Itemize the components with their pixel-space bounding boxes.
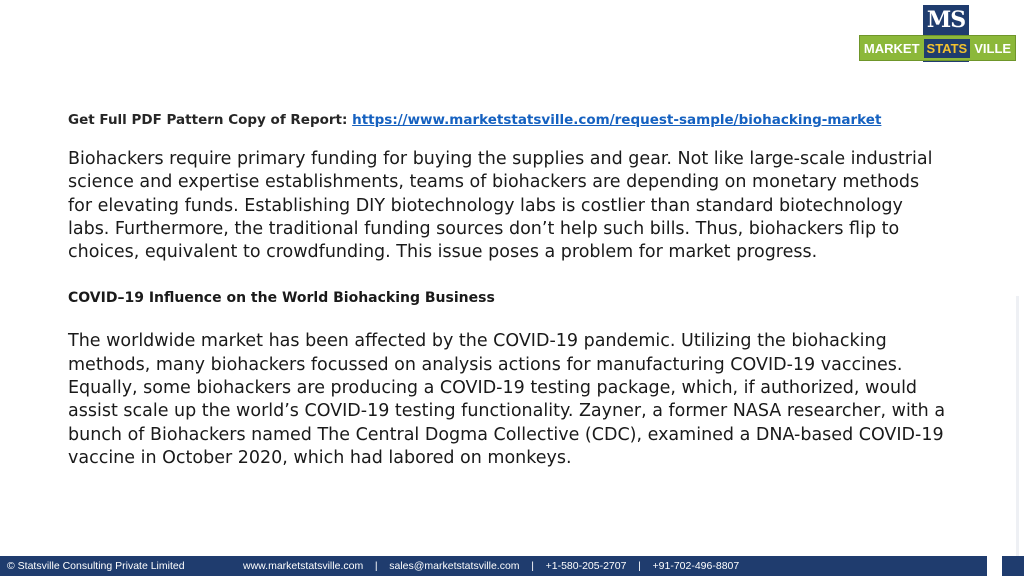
- report-sample-link[interactable]: https://www.marketstatsville.com/request-sample/biohacking-market: [352, 112, 882, 128]
- report-request-line: [68, 112, 948, 128]
- side-divider: [1016, 296, 1019, 556]
- main-content: [68, 112, 948, 470]
- logo-word-stats: STATS: [924, 39, 971, 58]
- logo-mark-text: MS: [926, 7, 966, 33]
- covid-paragraph: The worldwide market has been affected by the COVID-19 pandemic. Utilizing the biohacking methods, many biohackers focussed on analysis actions for manufacturing COVID-19 vaccines. Equally, some biohackers are producing a COVID-19 testing package, which, if authorized, would assist scale up the world’s COVID-19 testing functionality. Zayner, a former NASA researcher, with a bunch of Biohackers named The Central Dogma Collective (CDC), examined a DNA-based COVID-19 vaccine in October 2020, which had labored on monkeys.: [68, 331, 946, 468]
- footer-company: © Statsville Consulting Private Limited: [7, 560, 185, 572]
- footer-corner-block: [987, 556, 1002, 576]
- logo-wordmark: [859, 35, 1016, 61]
- logo-word-ville: VILLE: [974, 40, 1012, 56]
- footer-contact-info: www.marketstatsville.com | sales@marketstatsville.com | +1-580-205-2707 | +91-702-496-8807: [243, 560, 740, 572]
- section-heading: COVID–19 Influence on the World Biohacking Business: [68, 290, 495, 307]
- funding-paragraph: Biohackers require primary funding for buying the supplies and gear. Not like large-scale industrial science and expertise establishments, teams of biohackers are depending on monetary methods for elevating funds. Establishing DIY biotechnology labs is costlier than standard biotechnology labs. Furthermore, the traditional funding sources don’t help such bills. Thus, biohackers flip to choices, equivalent to crowdfunding. This issue poses a problem for market progress.: [68, 149, 933, 263]
- market-stats-ville-logo[interactable]: [859, 5, 1016, 62]
- report-label: Get Full PDF Pattern Copy of Report:: [68, 112, 348, 128]
- logo-word-market: MARKET: [863, 40, 920, 56]
- footer-bar: [0, 556, 1024, 576]
